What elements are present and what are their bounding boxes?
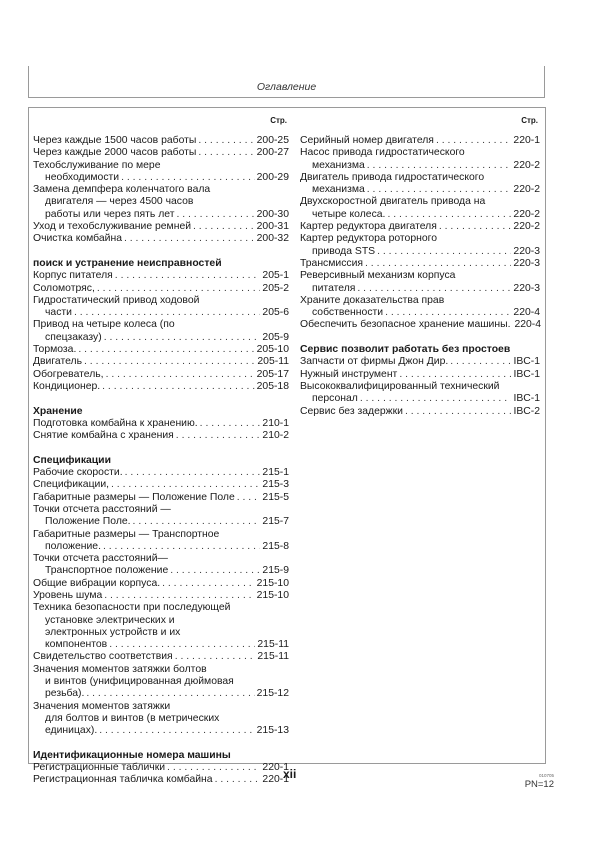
entry-page: 215-1 [262, 467, 289, 479]
entry-text: Положение Поле. [45, 516, 131, 528]
entry-line [300, 307, 540, 319]
entry-text: Рабочие скорости. [33, 467, 123, 479]
entry-page: 205-17 [256, 368, 289, 380]
dot-leader [100, 381, 254, 393]
entry-text: персонал [312, 393, 358, 405]
entry-line [33, 283, 289, 295]
toc-entry[interactable] [33, 590, 289, 602]
entry-text: Регистрационные таблички [33, 762, 166, 774]
entry-text: для болтов и винтов (в метрических [45, 712, 220, 724]
entry-text: Запчасти от фирмы Джон Дир. [300, 356, 449, 368]
entry-page: 220-1 [262, 762, 289, 774]
entry-page: 200-25 [256, 135, 289, 146]
entry-line [33, 172, 289, 184]
entry-line [33, 651, 289, 663]
entry-line [300, 160, 540, 172]
toc-entry[interactable] [33, 184, 289, 221]
dot-leader [355, 283, 511, 295]
toc-section [33, 455, 289, 738]
toc-entry[interactable] [33, 504, 289, 529]
toc-entry[interactable] [300, 221, 540, 233]
toc-section [300, 135, 540, 332]
entry-page: 200-29 [256, 171, 289, 183]
dot-leader [174, 209, 254, 221]
entry-text: четыре колеса. [312, 208, 386, 220]
entry-line [33, 578, 289, 590]
toc-entry[interactable] [300, 147, 540, 172]
dot-leader [123, 467, 261, 479]
entry-page: 215-10 [256, 589, 289, 601]
toc-entry[interactable] [33, 147, 289, 159]
page-column-header: Стр. [521, 116, 538, 125]
entry-text: Регистрационная табличка комбайна [33, 774, 213, 786]
entry-page: 210-2 [262, 430, 289, 442]
entry-page: 220-3 [513, 282, 540, 294]
header-box [28, 66, 545, 98]
entry-text: Замена демпфера коленчатого вала [33, 184, 211, 196]
dot-leader [76, 344, 254, 356]
dot-leader [365, 160, 512, 172]
entry-page: 215-3 [262, 479, 289, 491]
entry-text: Кондиционер. [33, 380, 101, 392]
entry-text: Картер редуктора двигателя [300, 221, 437, 233]
entry-page: 205-11 [257, 356, 289, 368]
toc-entry[interactable] [33, 664, 289, 701]
entry-text: электронных устройств и их [45, 626, 181, 638]
entry-page: 220-4 [513, 307, 540, 319]
entry-line [33, 147, 289, 159]
section-title: Хранение [33, 405, 83, 417]
toc-entry[interactable] [300, 233, 540, 258]
entry-page: 215-9 [262, 565, 289, 577]
entry-text: необходимости [45, 171, 120, 183]
dot-leader [97, 725, 254, 737]
page-number: xii [283, 767, 297, 781]
entry-line [300, 319, 540, 331]
entry-line [33, 516, 289, 528]
entry-line [33, 725, 289, 737]
entry-page: 205-9 [262, 331, 289, 343]
dot-leader [448, 356, 511, 368]
toc-entry[interactable] [33, 270, 289, 282]
right-sections [300, 135, 540, 418]
dot-leader [104, 369, 255, 381]
section-title: Спецификации [33, 454, 111, 466]
entry-text: Снятие комбайна с хранения [33, 430, 174, 442]
toc-entry[interactable] [300, 295, 540, 320]
dot-leader [131, 516, 261, 528]
toc-entry[interactable] [300, 356, 540, 368]
entry-line [33, 135, 289, 147]
toc-entry[interactable] [33, 651, 289, 663]
entry-text: Точки отсчета расстояний— [33, 553, 168, 565]
toc-entry[interactable] [300, 196, 540, 221]
left-sections [33, 135, 289, 787]
section-title: Идентификационные номера машины [33, 749, 231, 761]
entry-text: Уровень шума [33, 589, 103, 601]
toc-section [33, 406, 289, 443]
entry-line [33, 639, 289, 651]
entry-page: 205-18 [256, 380, 289, 392]
entry-text: Спецификации, [33, 479, 110, 491]
toc-entry[interactable] [33, 381, 289, 393]
entry-page: 200-31 [256, 221, 289, 233]
entry-text: и винтов (унифицированная дюймовая [45, 676, 234, 688]
entry-text: Соломотряс, [33, 282, 95, 294]
dot-leader [403, 406, 511, 418]
toc-entry[interactable] [300, 369, 540, 381]
entry-page: 215-7 [262, 516, 289, 528]
entry-page: 220-2 [513, 159, 540, 171]
entry-text: установке электрических и [45, 614, 175, 626]
toc-entry[interactable] [33, 369, 289, 381]
toc-entry[interactable] [300, 381, 540, 406]
entry-line [300, 209, 540, 221]
entry-page: 205-6 [262, 307, 289, 319]
toc-entry[interactable] [300, 270, 540, 295]
entry-line [33, 233, 289, 245]
entry-text: Реверсивный механизм корпуса [300, 270, 456, 282]
entry-page: IBC-1 [513, 356, 540, 368]
entry-text: Подготовка комбайна к хранению. [33, 417, 198, 429]
entry-text: питателя [312, 282, 356, 294]
entry-text: спецзаказу) [45, 331, 102, 343]
entry-page: IBC-1 [513, 393, 540, 405]
entry-page: 215-5 [262, 491, 289, 503]
entry-line [33, 762, 289, 774]
entry-text: Значения моментов затяжки болтов [33, 663, 207, 675]
entry-page: 205-2 [262, 282, 289, 294]
page-column-header: Стр. [270, 116, 287, 125]
entry-line [33, 590, 289, 602]
entry-page: 220-2 [513, 221, 540, 233]
entry-line [33, 492, 289, 504]
toc-entry[interactable] [33, 774, 289, 786]
entry-text: Габаритные размеры — Положение Поле [33, 491, 235, 503]
entry-page: 215-12 [256, 688, 289, 700]
dot-leader [434, 135, 511, 147]
entry-line [300, 246, 540, 258]
toc-entry[interactable] [300, 135, 540, 147]
entry-page: IBC-1 [513, 368, 540, 380]
entry-text: Очистка комбайна [33, 233, 122, 245]
entry-page: 200-30 [256, 208, 289, 220]
entry-text: Насос привода гидростатического [300, 147, 465, 159]
entry-text: Двигатель [33, 356, 83, 368]
entry-text: единицах). [45, 725, 98, 737]
entry-text: Уход и техобслуживание ремней [33, 221, 192, 233]
entry-page: 205-1 [262, 270, 289, 282]
toc-entry[interactable] [33, 160, 289, 185]
toc-entry[interactable] [33, 479, 289, 491]
entry-page: 220-4 [514, 319, 542, 331]
entry-line [33, 381, 289, 393]
entry-line [33, 332, 289, 344]
dot-leader [82, 356, 255, 368]
entry-line [300, 369, 540, 381]
entry-text: механизма [312, 159, 365, 171]
dot-leader [196, 147, 254, 159]
entry-text: Нужный инструмент [300, 368, 398, 380]
entry-text: Серийный номер двигателя [300, 135, 434, 146]
dot-leader [102, 332, 261, 344]
dot-leader [358, 393, 512, 405]
toc-entry[interactable] [33, 529, 289, 554]
entry-line [300, 135, 540, 147]
doc-code: 010705 [538, 773, 554, 778]
toc-entry[interactable] [300, 406, 540, 418]
entry-line [33, 467, 289, 479]
entry-page: 205-10 [256, 344, 289, 356]
entry-text: Общие вибрации корпуса. [33, 577, 161, 589]
dot-leader [119, 172, 255, 184]
header-title: Оглавление [256, 81, 317, 93]
dot-leader [397, 369, 511, 381]
toc-section [300, 344, 540, 418]
entry-text: механизма [312, 184, 365, 196]
toc-entry[interactable] [33, 467, 289, 479]
entry-line [300, 258, 540, 270]
entry-line [33, 430, 289, 442]
entry-line [300, 406, 540, 418]
entry-line [33, 344, 289, 356]
section-title: Сервис позволит работать без простоев [300, 344, 511, 356]
entry-page: 220-2 [513, 208, 540, 220]
dot-leader [213, 774, 261, 786]
toc-entry[interactable] [33, 430, 289, 442]
toc-entry[interactable] [33, 553, 289, 578]
dot-leader [122, 233, 255, 245]
dot-leader [107, 639, 255, 651]
entry-text: Гидростатический привод ходовой [33, 294, 200, 306]
entry-page: 220-3 [513, 257, 540, 269]
entry-text: Двигатель привода гидростатического [300, 171, 485, 183]
entry-text: компонентов [45, 639, 108, 651]
entry-text: части [45, 307, 72, 319]
entry-text: Техника безопасности при последующей [33, 602, 231, 614]
dot-leader [363, 258, 511, 270]
entry-line [33, 356, 289, 368]
toc-entry[interactable] [33, 578, 289, 590]
entry-page: 220-1 [513, 135, 540, 146]
toc-entry[interactable] [33, 418, 289, 430]
dot-leader [437, 221, 512, 233]
dot-leader [191, 221, 255, 233]
entry-line [33, 209, 289, 221]
dot-leader [72, 307, 260, 319]
entry-page: 215-11 [257, 651, 289, 663]
entry-line [300, 393, 540, 405]
entry-line [300, 221, 540, 233]
entry-text: Тормоза. [33, 344, 77, 356]
entry-page: 215-13 [256, 725, 289, 737]
dot-leader [101, 541, 260, 553]
toc-entry[interactable] [33, 221, 289, 233]
toc-entry[interactable] [300, 258, 540, 270]
entry-page: 220-1 [262, 774, 289, 786]
toc-entry[interactable] [33, 602, 289, 651]
dot-leader [113, 270, 261, 282]
entry-text: Обогреватель, [33, 368, 104, 380]
dot-leader [168, 565, 260, 577]
toc-entry[interactable] [300, 172, 540, 197]
entry-line [33, 270, 289, 282]
entry-page: 215-10 [256, 577, 289, 589]
entry-line [33, 774, 289, 786]
dot-leader [235, 492, 261, 504]
entry-page: 215-11 [257, 639, 289, 651]
entry-text: привода STS [312, 245, 376, 257]
dot-leader [198, 418, 261, 430]
dot-leader [160, 578, 255, 590]
dot-leader [84, 688, 254, 700]
entry-page: 200-27 [256, 147, 289, 159]
entry-text: положение. [45, 540, 101, 552]
dot-leader [95, 283, 261, 295]
entry-line [33, 418, 289, 430]
entry-line [300, 283, 540, 295]
entry-text: собственности [312, 307, 384, 319]
toc-entry[interactable] [33, 283, 289, 295]
entry-line [33, 369, 289, 381]
entry-text: Высококвалифицированный технический [300, 380, 500, 392]
entry-page: 210-1 [262, 417, 289, 429]
pn-label: PN=12 [524, 779, 554, 790]
entry-page: 200-32 [256, 233, 289, 245]
entry-text: Трансмиссия [300, 257, 364, 269]
dot-leader [196, 135, 254, 147]
entry-page: 215-8 [262, 540, 289, 552]
entry-line [33, 479, 289, 491]
entry-text: Корпус питателя [33, 270, 113, 282]
dot-leader [365, 184, 512, 196]
entry-text: Через каждые 1500 часов работы [33, 135, 197, 146]
dot-leader [375, 246, 511, 258]
dot-leader [102, 590, 254, 602]
toc-section [33, 135, 289, 246]
toc-section [33, 750, 289, 787]
entry-text: Двухскоростной двигатель привода на [300, 196, 486, 208]
toc-entry[interactable] [300, 319, 540, 331]
entry-page: 220-3 [513, 245, 540, 257]
entry-line [33, 688, 289, 700]
entry-text: Через каждые 2000 часов работы [33, 147, 197, 159]
entry-page: 220-2 [513, 184, 540, 196]
toc-entry[interactable] [33, 344, 289, 356]
entry-text: Привод на четыре колеса (по [33, 319, 175, 331]
entry-text: Значения моментов затяжки [33, 700, 171, 712]
entry-line [300, 184, 540, 196]
entry-text: Свидетельство соответствия [33, 651, 173, 663]
toc-entry[interactable] [33, 233, 289, 245]
entry-text: Картер редуктора роторного [300, 233, 437, 245]
toc-left-column [33, 116, 289, 787]
dot-leader [165, 762, 260, 774]
entry-line [33, 221, 289, 233]
entry-text: Обеспечить безопасное хранение машины. [300, 319, 511, 331]
dot-leader [109, 479, 260, 491]
entry-line [300, 356, 540, 368]
entry-text: Храните доказательства прав [300, 294, 445, 306]
dot-leader [385, 209, 511, 221]
toc-right-column [300, 116, 540, 418]
entry-line [33, 541, 289, 553]
entry-page: IBC-2 [513, 405, 540, 417]
entry-text: Габаритные размеры — Транспортное [33, 528, 220, 540]
entry-text: Техобслуживание по мере [33, 159, 161, 171]
dot-leader [383, 307, 511, 319]
entry-text: резьба). [45, 688, 85, 700]
entry-text: двигателя — через 4500 часов [45, 196, 194, 208]
toc-section [33, 258, 289, 393]
toc-entry[interactable] [33, 701, 289, 738]
entry-text: Сервис без задержки [300, 405, 403, 417]
toc-entry[interactable] [33, 762, 289, 774]
toc-entry[interactable] [33, 135, 289, 147]
toc-entry[interactable] [33, 492, 289, 504]
entry-text: Транспортное положение [45, 565, 169, 577]
toc-entry[interactable] [33, 356, 289, 368]
toc-entry[interactable] [33, 295, 289, 320]
dot-leader [174, 430, 261, 442]
entry-line [33, 565, 289, 577]
toc-entry[interactable] [33, 319, 289, 344]
entry-text: работы или через пять лет [45, 208, 175, 220]
section-title: поиск и устранение неисправностей [33, 257, 222, 269]
dot-leader [173, 651, 256, 663]
entry-line [33, 307, 289, 319]
entry-text: Точки отсчета расстояний — [33, 503, 171, 515]
